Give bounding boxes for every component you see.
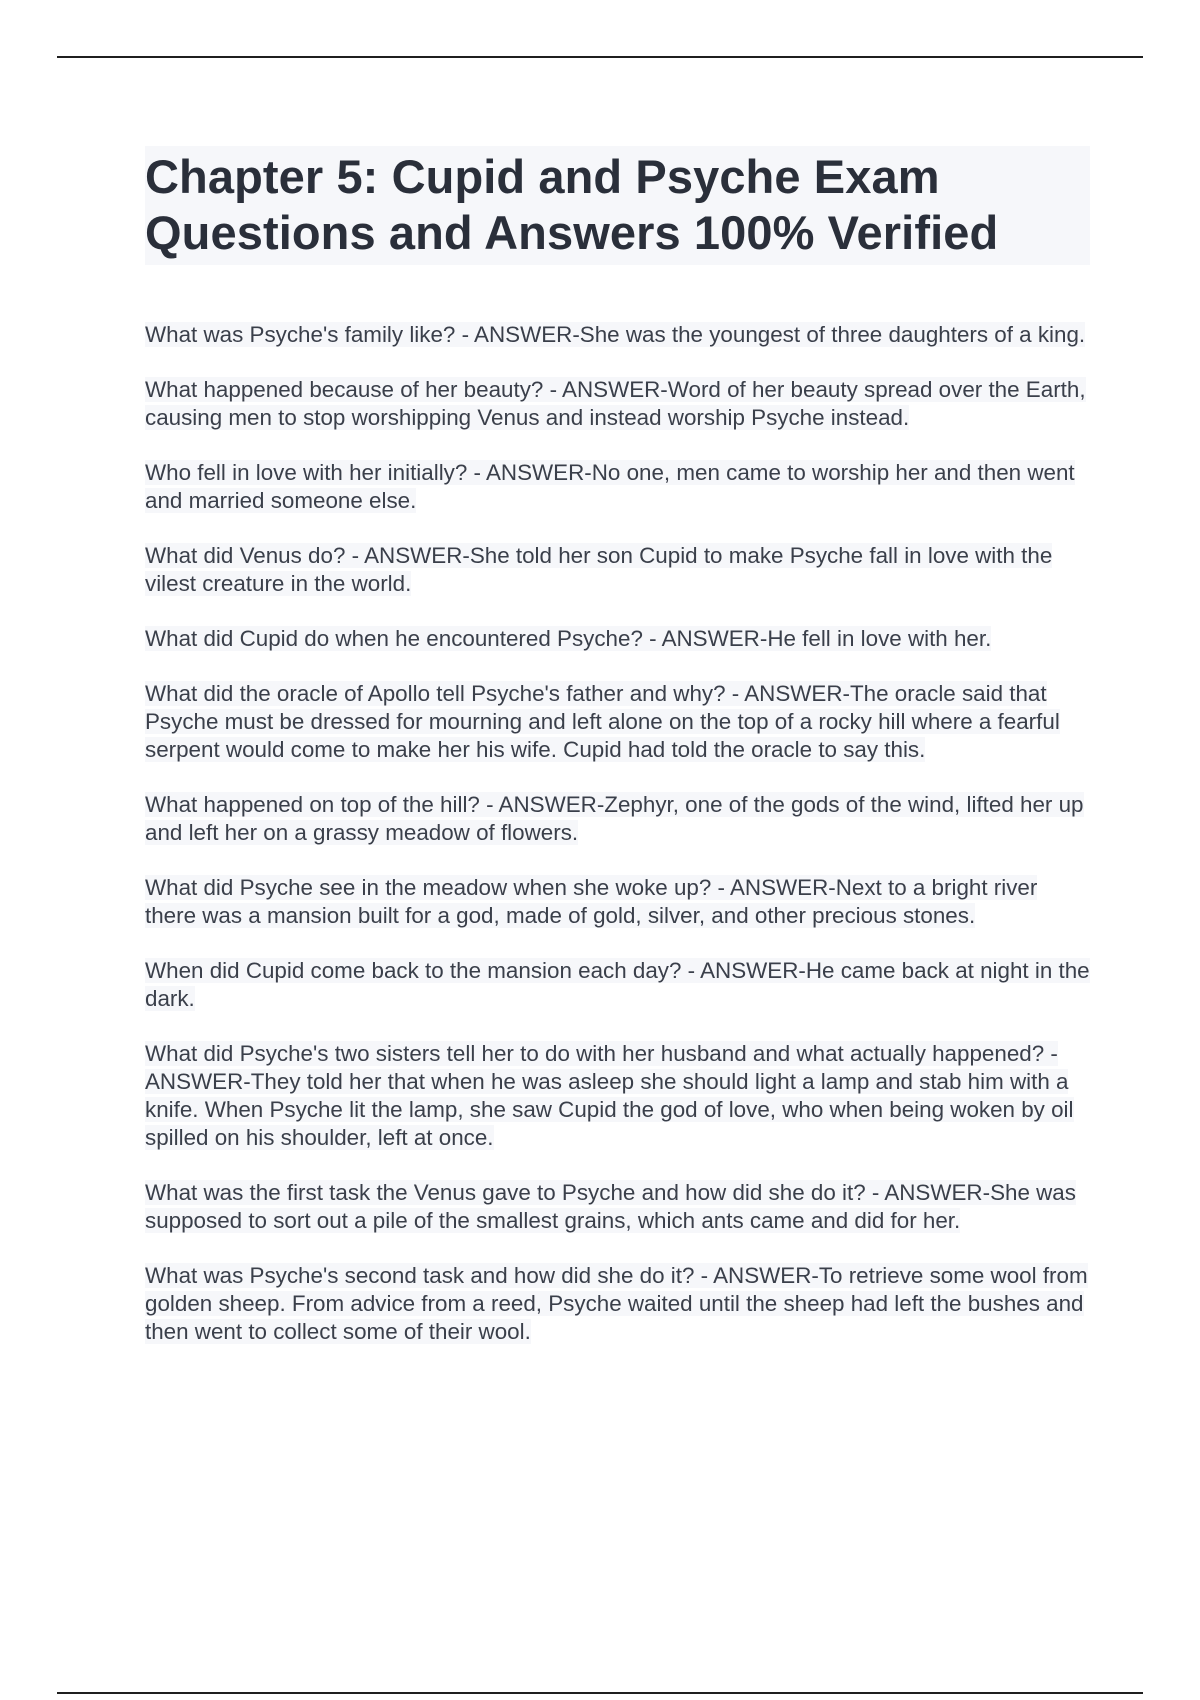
answer-prefix: ANSWER-: [498, 792, 605, 817]
answer-text: They told her that when he was asleep she should light a lamp and stab him with a knife. When Psyche lit the lamp, she saw Cupid the god of love, who when being woken by oil spilled on his shoulder, left at once.: [145, 1069, 1074, 1150]
separator: -: [543, 377, 563, 402]
qa-item: [145, 1179, 1090, 1235]
answer-prefix: ANSWER-: [562, 377, 668, 402]
question-text: What was Psyche's family like?: [145, 322, 456, 347]
answer-prefix: ANSWER-: [884, 1180, 991, 1205]
answer-text: She told her son Cupid to make Psyche fall in love with the vilest creature in the world.: [145, 543, 1053, 596]
answer-prefix: ANSWER-: [730, 875, 836, 900]
answer-prefix: ANSWER-: [713, 1263, 819, 1288]
question-text: What happened on top of the hill?: [145, 792, 480, 817]
question-text: What was Psyche's second task and how did she do it?: [145, 1263, 695, 1288]
question-text: When did Cupid come back to the mansion each day?: [145, 958, 682, 983]
answer-prefix: ANSWER-: [661, 626, 768, 651]
answer-text: Next to a bright river there was a mansion built for a god, made of gold, silver, and other precious stones.: [145, 875, 1038, 928]
answer-text: No one, men came to worship her and then went and married someone else.: [145, 460, 1075, 513]
answer-text: The oracle said that Psyche must be dressed for mourning and left alone on the top of a rocky hill where a fearful serpent would come to make her his wife. Cupid had told the oracle to say this.: [145, 681, 1060, 762]
separator: -: [681, 958, 701, 983]
qa-item: [145, 680, 1090, 764]
question-text: What did Psyche's two sisters tell her to do with her husband and what actually happened?: [145, 1041, 1045, 1066]
answer-prefix: ANSWER-: [486, 460, 592, 485]
answer-prefix: ANSWER-: [700, 958, 806, 983]
answer-text: Zephyr, one of the gods of the wind, lifted her up and left her on a grassy meadow of flowers.: [145, 792, 1084, 845]
answer-text: Word of her beauty spread over the Earth, causing men to stop worshipping Venus and instead worship Psyche instead.: [145, 377, 1086, 430]
answer-prefix: ANSWER-: [474, 322, 580, 347]
qa-item: [145, 321, 1090, 349]
question-text: What did Venus do?: [145, 543, 346, 568]
separator: -: [467, 460, 486, 485]
question-text: What was the first task the Venus gave to Psyche and how did she do it?: [145, 1180, 866, 1205]
question-text: Who fell in love with her initially?: [145, 460, 468, 485]
qa-item: [145, 459, 1090, 515]
answer-prefix: ANSWER-: [364, 543, 470, 568]
qa-item: [145, 957, 1090, 1013]
answer-text: He came back at night in the dark.: [145, 958, 1090, 1011]
qa-list: [145, 321, 1090, 1346]
answer-text: To retrieve some wool from golden sheep. From advice from a reed, Psyche waited until the sheep had left the bushes and then went to collect some of their wool.: [145, 1263, 1088, 1344]
question-text: What did Cupid do when he encountered Psyche?: [145, 626, 643, 651]
question-text: What happened because of her beauty?: [145, 377, 544, 402]
document-title: Chapter 5: Cupid and Psyche Exam Questions and Answers 100% Verified: [145, 146, 1090, 265]
answer-prefix: ANSWER-: [145, 1069, 251, 1094]
separator: -: [711, 875, 730, 900]
separator: -: [1044, 1041, 1058, 1066]
qa-item: [145, 791, 1090, 847]
answer-prefix: ANSWER-: [744, 681, 850, 706]
separator: -: [865, 1180, 885, 1205]
answer-text: She was supposed to sort out a pile of the smallest grains, which ants came and did for her.: [145, 1180, 1076, 1233]
separator: -: [725, 681, 745, 706]
qa-item: [145, 542, 1090, 598]
answer-text: She was the youngest of three daughters of a king.: [579, 322, 1086, 347]
separator: -: [345, 543, 365, 568]
qa-item: [145, 1040, 1090, 1152]
question-text: What did the oracle of Apollo tell Psyche's father and why?: [145, 681, 726, 706]
separator: -: [694, 1263, 714, 1288]
qa-item: [145, 874, 1090, 930]
question-text: What did Psyche see in the meadow when she woke up?: [145, 875, 712, 900]
separator: -: [642, 626, 662, 651]
top-rule: [57, 56, 1143, 58]
document-body: [145, 146, 1090, 1373]
separator: -: [479, 792, 499, 817]
qa-item: [145, 376, 1090, 432]
bottom-rule: [57, 1692, 1143, 1694]
qa-item: [145, 1262, 1090, 1346]
separator: -: [455, 322, 475, 347]
qa-item: [145, 625, 1090, 653]
answer-text: He fell in love with her.: [767, 626, 992, 651]
